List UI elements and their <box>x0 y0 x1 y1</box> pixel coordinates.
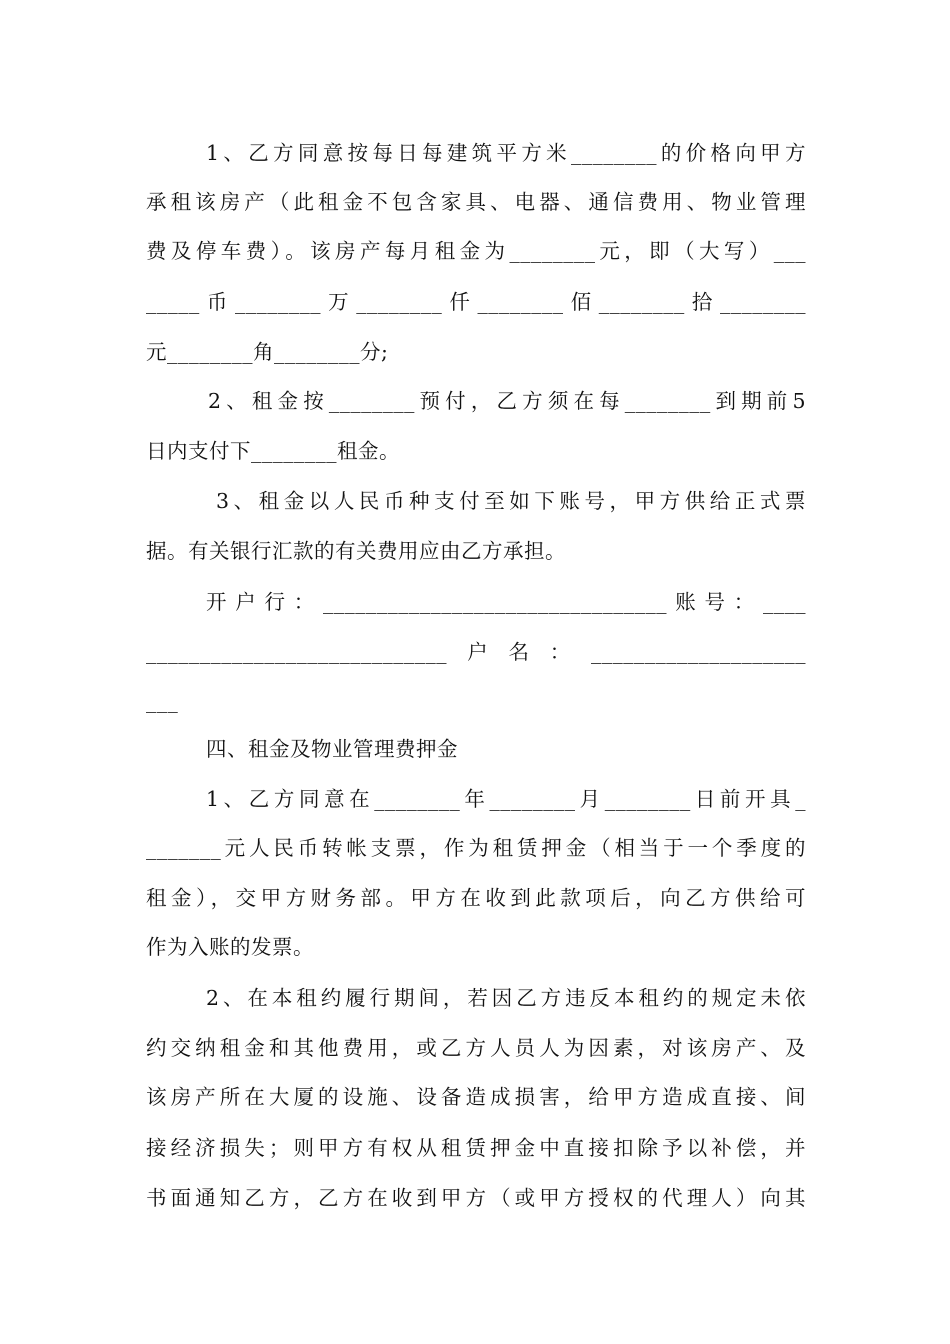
text-line: ___ <box>146 689 179 713</box>
text-line: 书面通知乙方，乙方在收到甲方（或甲方授权的代理人）向其 <box>146 1186 806 1210</box>
text-line: 日内支付下________租金。 <box>146 439 400 463</box>
text-line: 租金），交甲方财务部。甲方在收到此款项后，向乙方供给可 <box>146 886 806 910</box>
text-line: 该房产所在大厦的设施、设备造成损害，给甲方造成直接、间 <box>146 1085 806 1109</box>
text-line: 费及停车费）。该房产每月租金为________元，即（大写）___ <box>146 239 806 263</box>
text-line: 约交纳租金和其他费用，或乙方人员人为因素，对该房产、及 <box>146 1036 806 1060</box>
text-line: 2、在本租约履行期间，若因乙方违反本租约的规定未依 <box>206 986 806 1010</box>
text-line: _____币________万________仟________佰________拾________ <box>146 290 806 314</box>
text-line: _______元人民币转帐支票，作为租赁押金（相当于一个季度的 <box>146 836 806 860</box>
text-line: 3、租金以人民币种支付至如下账号，甲方供给正式票 <box>216 489 806 513</box>
text-line: 元________角________分; <box>146 340 389 364</box>
text-line: 据。有关银行汇款的有关费用应由乙方承担。 <box>146 539 566 563</box>
text-line: 1、乙方同意按每日每建筑平方米________的价格向甲方 <box>206 141 806 165</box>
text-line: ____________________________户名：____________________ <box>146 640 806 664</box>
text-line: 接经济损失；则甲方有权从租赁押金中直接扣除予以补偿，并 <box>146 1136 806 1160</box>
text-line: 开户行：________________________________账号：____ <box>206 590 806 614</box>
text-line: 承租该房产（此租金不包含家具、电器、通信费用、物业管理 <box>146 190 806 214</box>
section-heading: 四、租金及物业管理费押金 <box>206 737 458 761</box>
text-line: 2、租金按________预付，乙方须在每________到期前5 <box>208 389 806 413</box>
text-line: 1、乙方同意在________年________月________日前开具_ <box>206 787 806 811</box>
text-line: 作为入账的发票。 <box>146 935 314 959</box>
